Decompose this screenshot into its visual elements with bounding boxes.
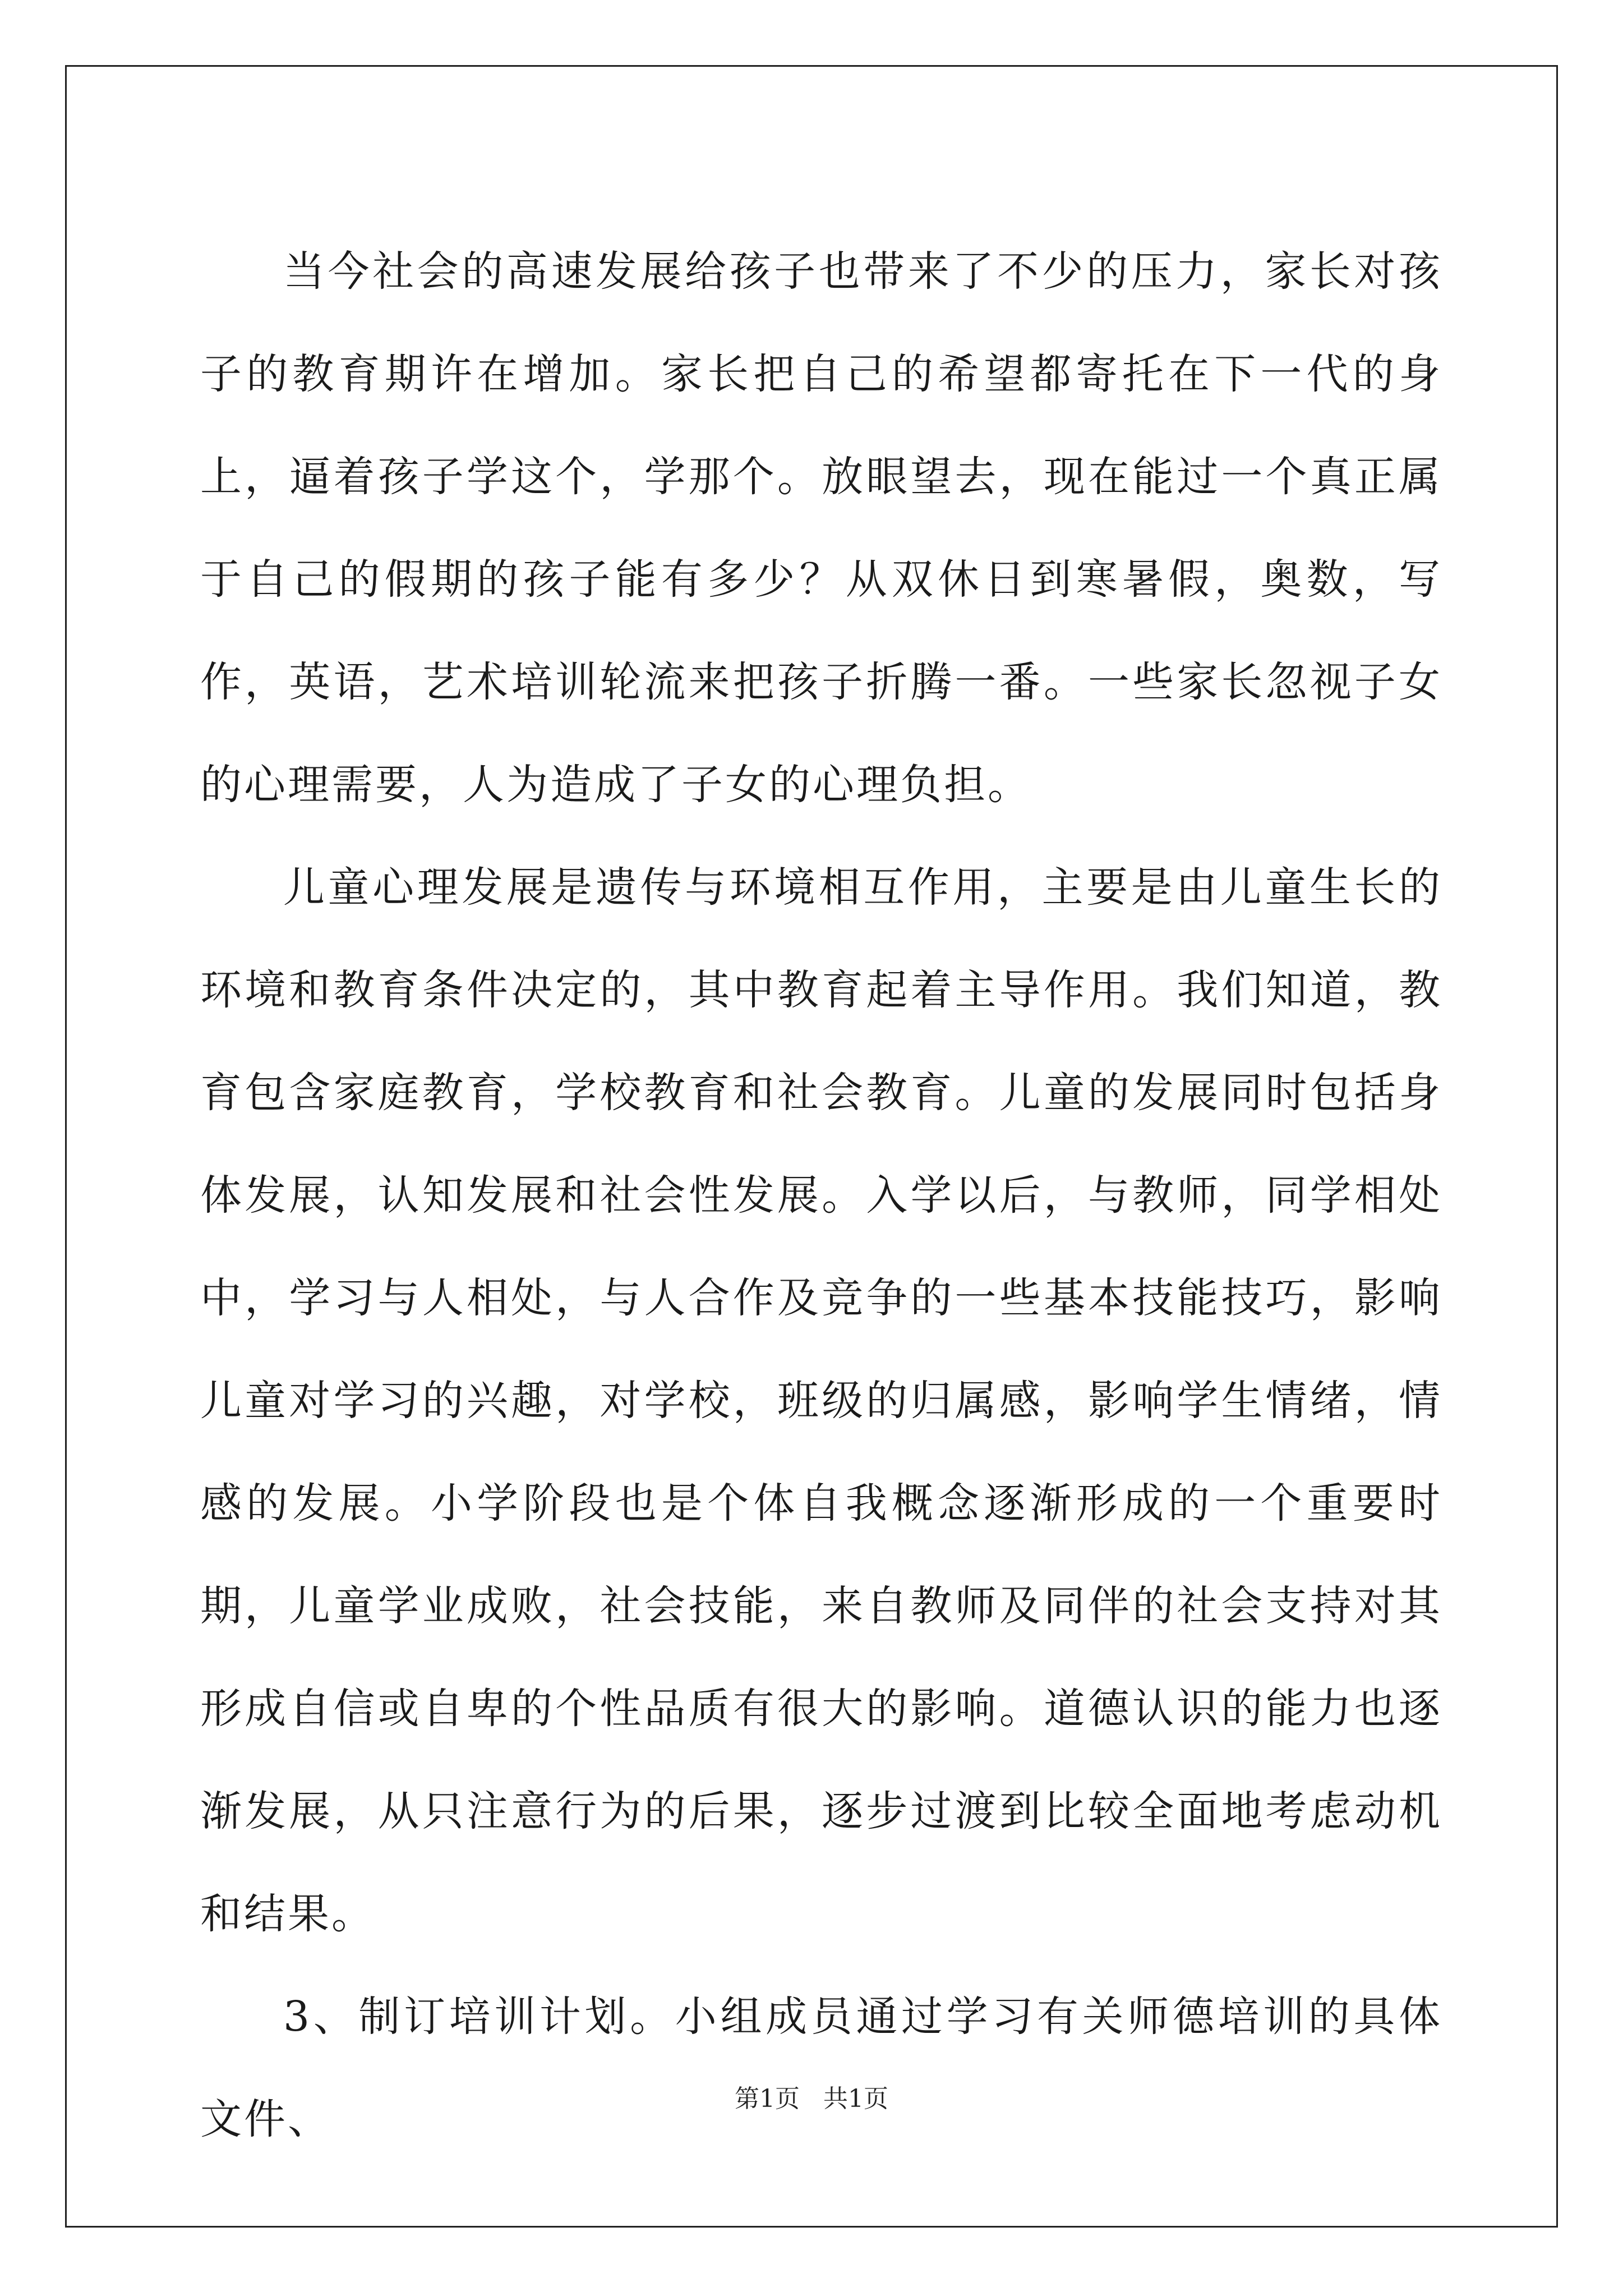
document-body (200, 220, 1442, 2171)
page-number: 第1页 (735, 2085, 800, 2113)
page-footer (0, 2082, 1623, 2116)
paragraph: 儿童心理发展是遗传与环境相互作用，主要是由儿童生长的环境和教育条件决定的，其中教育起着主导作用。我们知道，教育包含家庭教育，学校教育和社会教育。儿童的发展同时包括身体发展，认知发展和社会性发展。入学以后，与教师，同学相处中，学习与人相处，与人合作及竞争的一些基本技能技巧，影响儿童对学习的兴趣，对学校，班级的归属感，影响学生情绪，情感的发展。小学阶段也是个体自我概念逐渐形成的一个重要时期，儿童学业成败，社会技能，来自教师及同伴的社会支持对其形成自信或自卑的个性品质有很大的影响。道德认识的能力也逐渐发展，从只注意行为的后果，逐步过渡到比较全面地考虑动机和结果。 (200, 863, 1442, 1938)
page-total: 共1页 (823, 2085, 888, 2113)
paragraph: 当今社会的高速发展给孩子也带来了不少的压力，家长对孩子的教育期许在增加。家长把自己的希望都寄托在下一代的身上，逼着孩子学这个，学那个。放眼望去，现在能过一个真正属于自己的假期的孩子能有多少？从双休日到寒暑假，奥数，写作，英语，艺术培训轮流来把孩子折腾一番。一些家长忽视子女的心理需要，人为造成了子女的心理负担。 (200, 247, 1442, 809)
paragraph: 3、制订培训计划。小组成员通过学习有关师德培训的具体文件、 (200, 1993, 1442, 2143)
